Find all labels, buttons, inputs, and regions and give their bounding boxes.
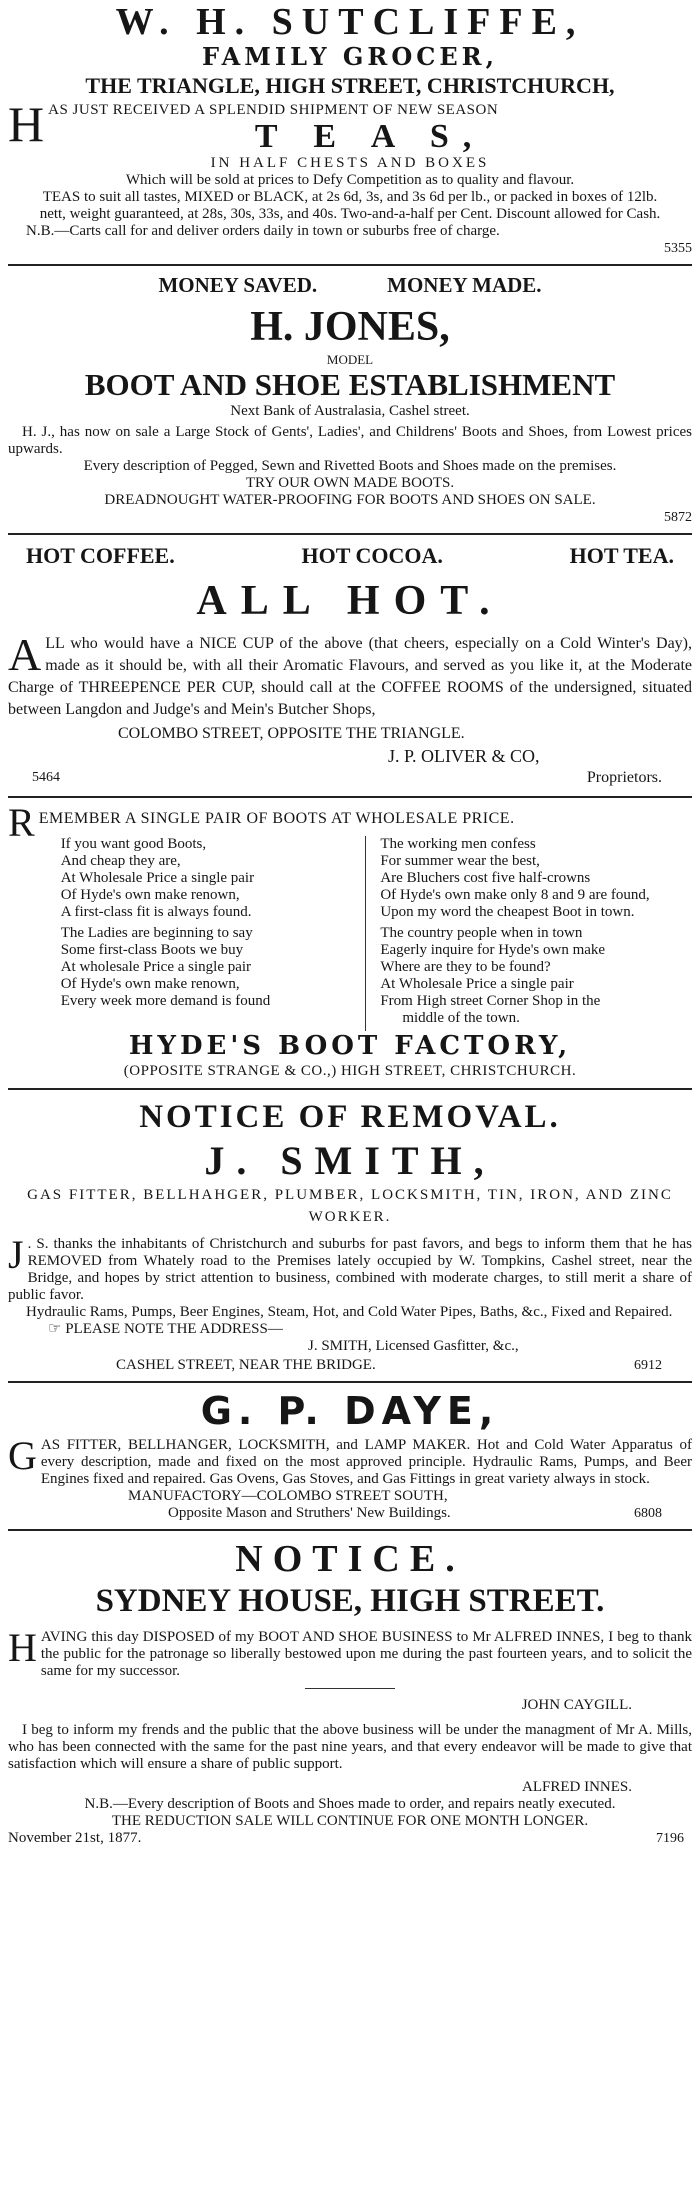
sutcliffe-packing: IN HALF CHESTS AND BOXES <box>210 155 490 171</box>
smith-name: J. SMITH, <box>204 1138 496 1183</box>
smith-street: CASHEL STREET, NEAR THE BRIDGE. <box>116 1357 376 1373</box>
poem-line: Of Hyde's own make renown, <box>60 887 240 903</box>
jones-model: MODEL <box>326 352 374 367</box>
poem-line: Eagerly inquire for Hyde's own make <box>380 942 606 958</box>
jones-slogan-right: MONEY MADE. <box>387 273 542 297</box>
oliver-advertisement <box>8 541 692 789</box>
divider <box>8 264 692 266</box>
divider <box>8 533 692 535</box>
sydney-body2: I beg to inform my frends and the public that the above business will be under the managment of Mr A. Mills, who has been connected with the same for the past nine years, and that every endeavor will be made to give that satisfaction which will ensure a share of public support. <box>8 1722 692 1772</box>
poem-line: Some first-class Boots we buy <box>60 942 244 958</box>
jones-slogan-left: MONEY SAVED. <box>158 273 318 297</box>
poem-line: Of Hyde's own make only 8 and 9 are found, <box>380 887 650 903</box>
oliver-all-hot: ALL HOT. <box>196 578 504 624</box>
sutcliffe-teas: T E A S, <box>254 118 486 155</box>
poem-line: Are Bluchers cost five half-crowns <box>380 870 591 886</box>
short-divider <box>305 1688 395 1689</box>
newspaper-ad-column <box>8 0 692 1847</box>
sutcliffe-nb: N.B.—Carts call for and deliver orders daily in town or suburbs free of charge. <box>26 223 500 239</box>
jones-para1: H. J., has now on sale a Large Stock of Gents', Ladies', and Childrens' Boots and Shoes, from Lowest prices upwards. <box>8 424 692 457</box>
sutcliffe-drop-cap: H <box>8 96 45 152</box>
smith-note: ☞ PLEASE NOTE THE ADDRESS— <box>48 1321 283 1337</box>
sutcliffe-trade: FAMILY GROCER, <box>202 42 498 71</box>
divider <box>8 1529 692 1531</box>
sutcliffe-address: THE TRIANGLE, HIGH STREET, CHRISTCHURCH, <box>85 73 615 98</box>
sydney-house-advertisement <box>8 1537 692 1847</box>
poem-line: From High street Corner Shop in the <box>380 993 601 1009</box>
sydney-house: SYDNEY HOUSE, HIGH STREET. <box>95 1583 605 1619</box>
divider <box>8 1088 692 1090</box>
sutcliffe-line1: Which will be sold at prices to Defy Competition as to quality and flavour. <box>125 172 575 188</box>
smith-hydraulic: Hydraulic Rams, Pumps, Beer Engines, Steam, Hot, and Cold Water Pipes, Baths, &c., Fixed and Repaired. <box>26 1304 673 1320</box>
hyde-advertisement <box>8 800 692 1081</box>
jones-number: 5872 <box>664 510 692 525</box>
oliver-street: COLOMBO STREET, OPPOSITE THE TRIANGLE. <box>118 725 465 742</box>
poem-stanza <box>61 925 366 1010</box>
poem-stanza <box>380 925 692 1027</box>
jones-try: TRY OUR OWN MADE BOOTS. <box>245 475 455 491</box>
poem-line: If you want good Boots, <box>60 836 207 852</box>
jones-location: Next Bank of Australasia, Cashel street. <box>230 403 470 419</box>
jones-advertisement <box>8 272 692 526</box>
jones-para2: Every description of Pegged, Sewn and Rivetted Boots and Shoes made on the premises. <box>83 458 617 474</box>
hot-tea-label: HOT TEA. <box>569 543 674 568</box>
poem-line: At Wholesale Price a single pair <box>60 870 255 886</box>
smith-trades: GAS FITTER, BELLHAHGER, PLUMBER, LOCKSMITH, TIN, IRON, AND ZINC WORKER. <box>27 1187 673 1225</box>
poem-line: Where are they to be found? <box>380 959 551 975</box>
sydney-number: 7196 <box>656 1831 684 1846</box>
hyde-poem-right-column <box>365 836 692 1031</box>
daye-number: 6808 <box>634 1506 662 1521</box>
divider <box>8 1381 692 1383</box>
hyde-poem-left-column <box>39 836 366 1031</box>
poem-line: A first-class fit is always found. <box>60 904 252 920</box>
oliver-drop-cap: A <box>8 629 42 680</box>
daye-manufactory: MANUFACTORY—COLOMBO STREET SOUTH, <box>128 1488 448 1504</box>
sutcliffe-line2: TEAS to suit all tastes, MIXED or BLACK, at 2s 6d, 3s, and 3s 6d per lb., or packed in boxes of 12lb. nett, weight guaranteed, at 28s, 30s, 33s, and 40s. Two-and-a-half per Cent. Discount allowed for Cash. <box>39 189 661 222</box>
daye-opposite: Opposite Mason and Struthers' New Buildings. <box>168 1505 451 1521</box>
daye-name: G. P. DAYE, <box>200 1389 500 1433</box>
sydney-signature-caygill: JOHN CAYGILL. <box>521 1697 632 1713</box>
sydney-date: November 21st, 1877. <box>8 1830 142 1846</box>
poem-line: At wholesale Price a single pair <box>60 959 252 975</box>
poem-line: The country people when in town <box>380 925 583 941</box>
oliver-proprietors: Proprietors. <box>586 769 662 786</box>
divider <box>8 796 692 798</box>
sutcliffe-number: 5355 <box>664 241 692 256</box>
smith-notice: NOTICE OF REMOVAL. <box>139 1099 561 1135</box>
oliver-number: 5464 <box>32 770 60 785</box>
hyde-heading: EMEMBER A SINGLE PAIR OF BOOTS AT WHOLESALE PRICE. <box>38 810 515 827</box>
poem-line: middle of the town. <box>402 1010 520 1026</box>
sydney-drop-cap: H <box>8 1625 37 1670</box>
daye-advertisement <box>8 1389 692 1522</box>
hot-cocoa-label: HOT COCOA. <box>301 543 443 568</box>
daye-body: AS FITTER, BELLHANGER, LOCKSMITH, and LAMP MAKER. Hot and Cold Water Apparatus of every description, made and fixed on the most approved principle. Hydraulic Rams, Pumps, and Beer Engines fixed and repaired. Gas Ovens, Gas Stoves, and Gas Fittings in great variety always in stock. <box>40 1437 692 1487</box>
oliver-body: LL who would have a NICE CUP of the above (that cheers, especially on a Cold Winter's Day), made as it should be, with all their Aromatic Flavours, and served as you like it, at the Moderate Charge of THREEPENCE PER CUP, should call at the COFFEE ROOMS of the undersigned, situated between Langdon and Judge's and Mein's Butcher Shops, <box>8 635 692 718</box>
poem-line: And cheap they are, <box>60 853 181 869</box>
smith-number: 6912 <box>634 1358 662 1373</box>
sutcliffe-name: W. H. SUTCLIFFE, <box>115 1 585 43</box>
smith-drop-cap: J <box>8 1232 24 1277</box>
hyde-address: (OPPOSITE STRANGE & CO.,) HIGH STREET, CHRISTCHURCH. <box>123 1063 577 1079</box>
jones-waterproof: DREADNOUGHT WATER-PROOFING FOR BOOTS AND SHOES ON SALE. <box>104 492 596 508</box>
smith-signature: J. SMITH, Licensed Gasfitter, &c., <box>308 1338 519 1354</box>
hyde-drop-cap: R <box>8 800 35 845</box>
poem-line: At Wholesale Price a single pair <box>380 976 574 992</box>
sydney-body: AVING this day DISPOSED of my BOOT AND SHOE BUSINESS to Mr ALFRED INNES, I beg to thank the public for the patronage so liberally bestowed upon me during the past fourteen years, and to solicit the same for my successor. <box>40 1629 692 1679</box>
poem-stanza <box>380 836 692 921</box>
hyde-factory: HYDE'S BOOT FACTORY, <box>128 1031 572 1061</box>
smith-body: . S. thanks the inhabitants of Christchurch and suburbs for past favors, and begs to inform them that he has REMOVED from Whately road to the Premises lately occupied by W. Tompkins, Cashel street, near the Bridge, and hopes by strict attention to business, combined with moderate charges, to still merit a share of public favor. <box>8 1236 692 1303</box>
hyde-poem <box>39 836 692 1031</box>
daye-drop-cap: G <box>8 1433 37 1478</box>
sutcliffe-advertisement <box>8 2 692 257</box>
poem-line: The working men confess <box>380 836 536 852</box>
sutcliffe-intro: AS JUST RECEIVED A SPLENDID SHIPMENT OF NEW SEASON <box>48 102 499 118</box>
sydney-nb: N.B.—Every description of Boots and Shoes made to order, and repairs neatly executed. <box>84 1796 616 1812</box>
poem-line: The Ladies are beginning to say <box>60 925 253 941</box>
sydney-signature-innes: ALFRED INNES. <box>521 1779 632 1795</box>
poem-line: Upon my word the cheapest Boot in town. <box>380 904 635 920</box>
smith-advertisement <box>8 1096 692 1374</box>
poem-line: Every week more demand is found <box>60 993 271 1009</box>
poem-line: Of Hyde's own make renown, <box>60 976 240 992</box>
poem-stanza <box>61 836 366 921</box>
jones-establishment: BOOT AND SHOE ESTABLISHMENT <box>84 367 616 402</box>
sydney-notice: NOTICE. <box>235 1538 465 1580</box>
hot-coffee-label: HOT COFFEE. <box>26 543 175 568</box>
oliver-firm: J. P. OLIVER & CO, <box>388 746 540 766</box>
sydney-sale: THE REDUCTION SALE WILL CONTINUE FOR ONE MONTH LONGER. <box>111 1813 589 1829</box>
poem-line: For summer wear the best, <box>380 853 540 869</box>
jones-name: H. JONES, <box>250 304 450 350</box>
